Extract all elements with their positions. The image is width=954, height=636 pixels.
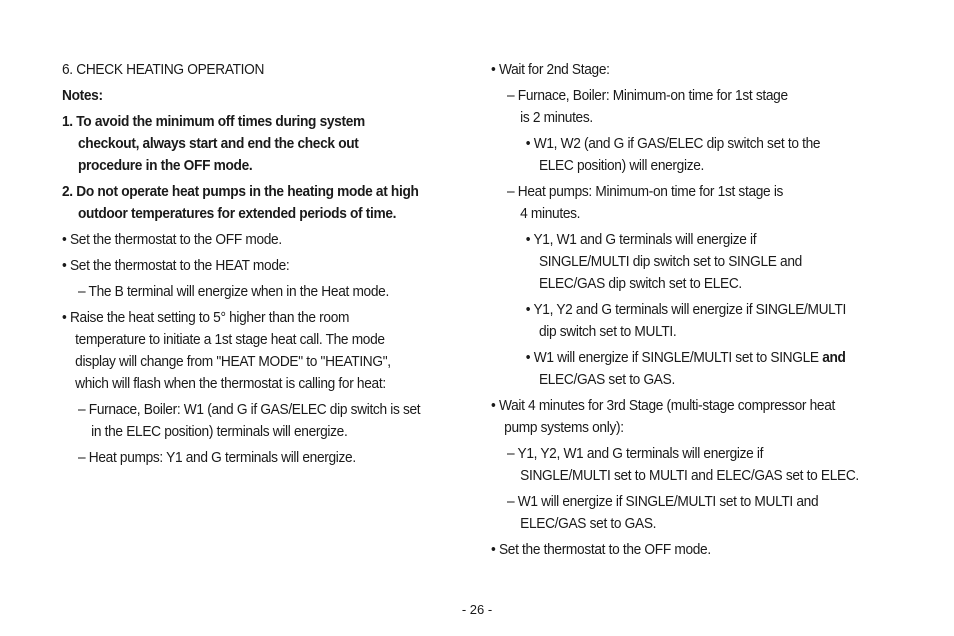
section-title: 6. CHECK HEATING OPERATION <box>62 62 265 78</box>
bullet-wait-2nd-stage: • Wait for 2nd Stage: <box>491 62 610 78</box>
sub-bullet-line: ELEC position) will energize. <box>538 158 705 174</box>
bullet-line: • Wait 4 minutes for 3rd Stage (multi-stage compressor heat <box>491 398 835 414</box>
sub-bullet-w1-single <box>491 347 901 391</box>
page-number: - 26 - <box>461 602 493 617</box>
bullet-set-off: • Set the thermostat to the OFF mode. <box>62 232 282 248</box>
dash-heat-pumps: – Heat pumps: Y1 and G terminals will energize. <box>77 450 356 466</box>
dash-line: in the ELEC position) terminals will energize. <box>91 424 348 440</box>
note-1-line: procedure in the OFF mode. <box>77 158 253 174</box>
bullet-line: • Raise the heat setting to 5° higher than the room <box>62 310 350 326</box>
bullet-set-off-final: • Set the thermostat to the OFF mode. <box>491 542 711 558</box>
dash-line: ELEC/GAS set to GAS. <box>520 516 657 532</box>
dash-line: 4 minutes. <box>520 206 581 222</box>
note-1-line: 1. To avoid the minimum off times during system <box>62 114 365 130</box>
dash-line: – W1 will energize if SINGLE/MULTI set to MULTI and <box>506 494 819 510</box>
dash-line: SINGLE/MULTI set to MULTI and ELEC/GAS set to ELEC. <box>520 468 859 484</box>
emphasis-and: and <box>822 350 846 366</box>
sub-bullet-line: ELEC/GAS set to GAS. <box>538 372 675 388</box>
dash-heat-pumps-min-on <box>491 181 901 225</box>
dash-b-terminal: – The B terminal will energize when in the Heat mode. <box>77 284 389 300</box>
sub-bullet-line: • Y1, Y2 and G terminals will energize if SINGLE/MULTI <box>525 302 846 318</box>
dash-line: – Furnace, Boiler: W1 (and G if GAS/ELEC dip switch is set <box>77 402 421 418</box>
sub-bullet-y1-w1-g <box>491 229 901 295</box>
dash-w1-multi <box>491 491 901 535</box>
bullet-line: which will flash when the thermostat is calling for heat: <box>75 376 386 392</box>
dash-line: – Furnace, Boiler: Minimum-on time for 1st stage <box>506 88 788 104</box>
sub-bullet-line: dip switch set to MULTI. <box>538 324 677 340</box>
dash-furnace-boiler <box>62 399 472 443</box>
bullet-line: temperature to initiate a 1st stage heat call. The mode <box>75 332 385 348</box>
sub-bullet-w1-w2 <box>491 133 901 177</box>
right-column <box>491 59 901 561</box>
dash-line: – Heat pumps: Minimum-on time for 1st stage is <box>506 184 784 200</box>
note-2-line: 2. Do not operate heat pumps in the heating mode at high <box>62 184 419 200</box>
dash-line: – Y1, Y2, W1 and G terminals will energize if <box>506 446 764 462</box>
sub-bullet-text: • W1 will energize if SINGLE/MULTI set to SINGLE <box>525 350 823 366</box>
note-1-line: checkout, always start and end the check out <box>77 136 359 152</box>
sub-bullet-line: SINGLE/MULTI dip switch set to SINGLE and <box>538 254 802 270</box>
dash-y1-y2-w1-g <box>491 443 901 487</box>
left-column <box>62 59 472 469</box>
bullet-set-heat: • Set the thermostat to the HEAT mode: <box>62 258 290 274</box>
note-2-line: outdoor temperatures for extended periods of time. <box>77 206 397 222</box>
bullet-wait-3rd-stage <box>491 395 901 439</box>
sub-bullet-line: • W1, W2 (and G if GAS/ELEC dip switch set to the <box>525 136 821 152</box>
sub-bullet-line: ELEC/GAS dip switch set to ELEC. <box>538 276 742 292</box>
sub-bullet-line: • Y1, W1 and G terminals will energize if <box>525 232 757 248</box>
sub-bullet-line <box>491 347 876 369</box>
note-2 <box>62 181 472 225</box>
bullet-line: pump systems only): <box>504 420 624 436</box>
dash-line: is 2 minutes. <box>520 110 593 126</box>
notes-title: Notes: <box>62 88 103 104</box>
sub-bullet-y1-y2-g <box>491 299 901 343</box>
dash-furnace-min-on <box>491 85 901 129</box>
bullet-raise-heat <box>62 307 472 395</box>
bullet-line: display will change from "HEAT MODE" to "HEATING", <box>75 354 391 370</box>
note-1 <box>62 111 472 177</box>
